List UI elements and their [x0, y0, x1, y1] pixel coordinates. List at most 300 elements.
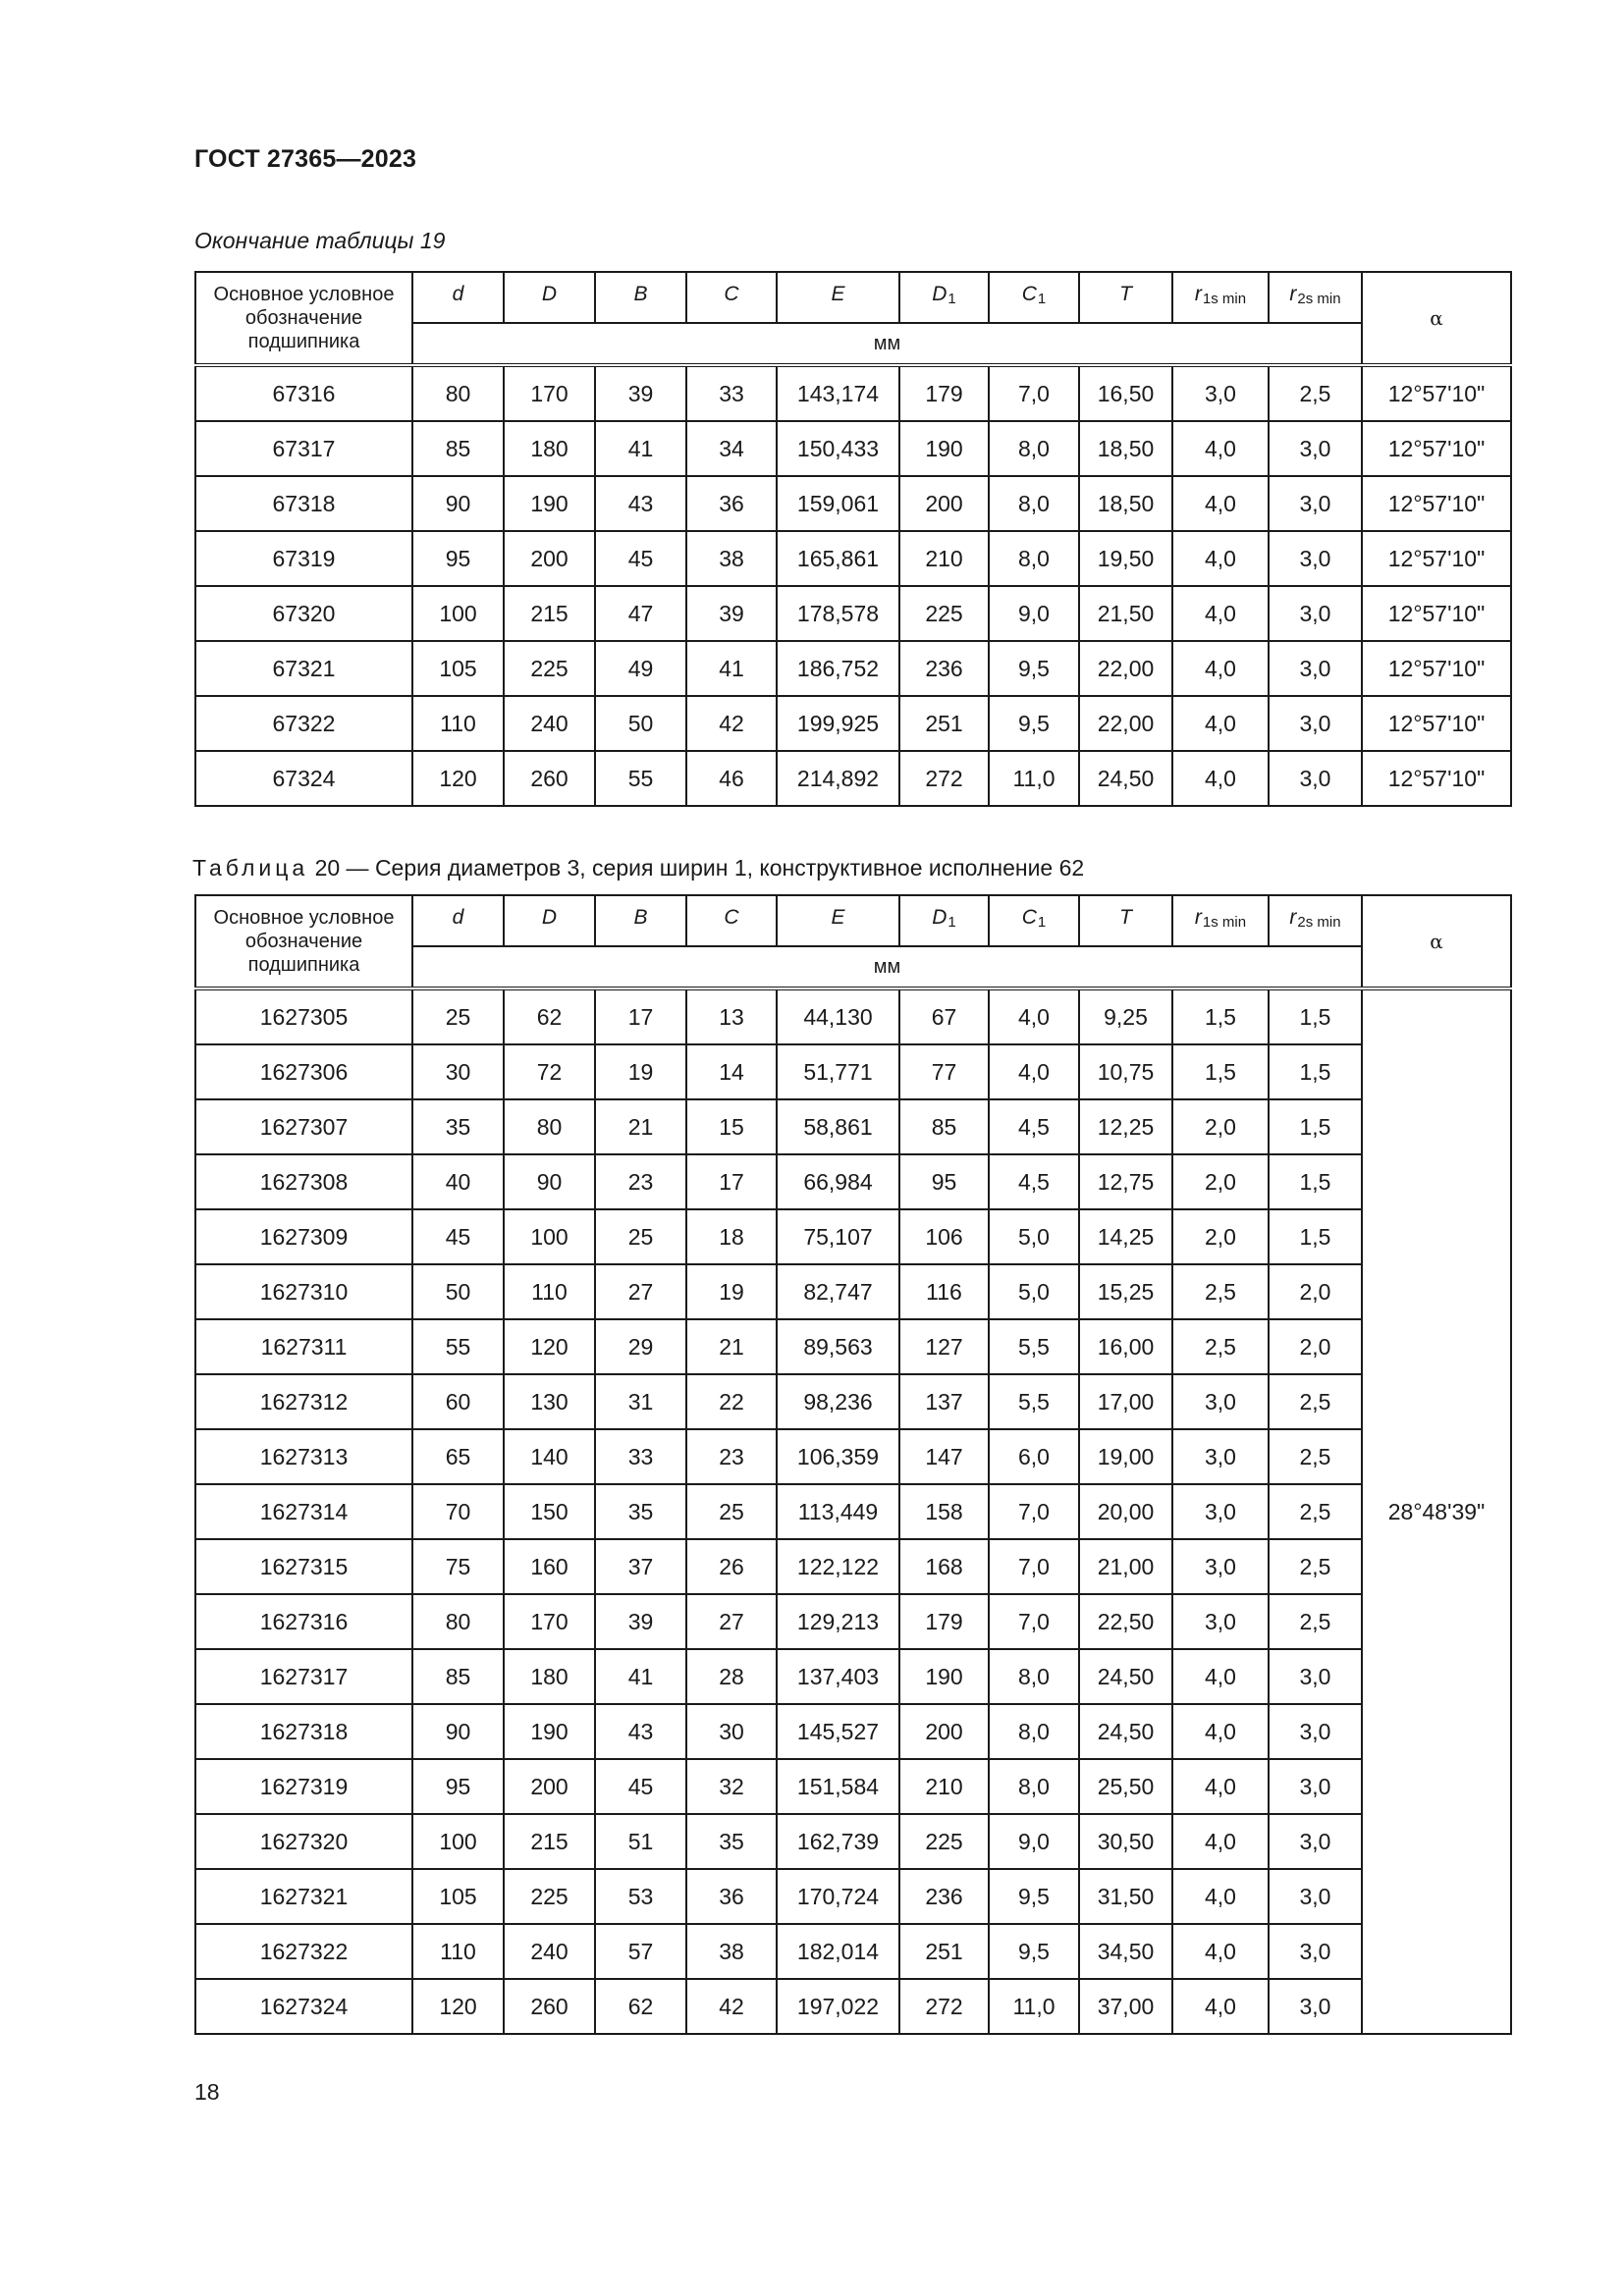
table-cell: 36	[686, 1869, 777, 1924]
table-cell: 12°57'10"	[1362, 531, 1511, 586]
table-cell: 2,0	[1172, 1099, 1269, 1154]
table-cell: 43	[595, 476, 686, 531]
table-cell: 24,50	[1079, 1649, 1172, 1704]
table-cell: 66,984	[777, 1154, 899, 1209]
table-cell: 23	[595, 1154, 686, 1209]
table-cell: 80	[504, 1099, 595, 1154]
table-cell: 1,5	[1269, 1099, 1362, 1154]
table-cell: 129,213	[777, 1594, 899, 1649]
table-cell: 3,0	[1269, 641, 1362, 696]
table-cell: 21	[595, 1099, 686, 1154]
bearing-designation: 1627324	[195, 1979, 412, 2034]
table-cell: 4,0	[1172, 586, 1269, 641]
column-symbol: B	[633, 283, 648, 305]
table-row	[195, 1759, 1511, 1814]
table-cell: 55	[412, 1319, 504, 1374]
table-cell: 22,00	[1079, 696, 1172, 751]
table-cell: 30,50	[1079, 1814, 1172, 1869]
table-cell: 190	[899, 421, 989, 476]
table-cell: 158	[899, 1484, 989, 1539]
column-header	[989, 272, 1079, 323]
table-cell: 21,50	[1079, 586, 1172, 641]
table-cell: 4,0	[1172, 1814, 1269, 1869]
table-cell: 3,0	[1269, 1704, 1362, 1759]
table-cell: 12,25	[1079, 1099, 1172, 1154]
table-cell: 4,0	[1172, 1759, 1269, 1814]
table-cell: 12°57'10"	[1362, 641, 1511, 696]
table-row	[195, 1814, 1511, 1869]
table-cell: 1,5	[1269, 1044, 1362, 1099]
column-subscript: 1	[1037, 914, 1047, 931]
column-symbol: E	[831, 283, 845, 305]
table-cell: 8,0	[989, 1704, 1079, 1759]
table-cell: 19,50	[1079, 531, 1172, 586]
table-cell: 45	[595, 531, 686, 586]
bearing-designation: 1627311	[195, 1319, 412, 1374]
column-symbol: D	[932, 283, 947, 305]
table-cell: 9,0	[989, 586, 1079, 641]
table-row	[195, 1979, 1511, 2034]
column-header	[777, 272, 899, 323]
table-row	[195, 1869, 1511, 1924]
table-cell: 7,0	[989, 1539, 1079, 1594]
table-cell: 19	[595, 1044, 686, 1099]
table-cell: 10,75	[1079, 1044, 1172, 1099]
bearing-designation: 1627315	[195, 1539, 412, 1594]
table-cell: 62	[504, 988, 595, 1044]
table-cell: 215	[504, 1814, 595, 1869]
bearing-designation: 1627318	[195, 1704, 412, 1759]
table-cell: 106,359	[777, 1429, 899, 1484]
table-cell: 51,771	[777, 1044, 899, 1099]
table-cell: 1,5	[1269, 1209, 1362, 1264]
column-symbol: r	[1289, 906, 1297, 929]
table-row	[195, 1704, 1511, 1759]
column-header	[1079, 895, 1172, 946]
bearing-designation: 67322	[195, 696, 412, 751]
column-header	[504, 895, 595, 946]
table-cell: 8,0	[989, 1759, 1079, 1814]
table-cell: 113,449	[777, 1484, 899, 1539]
table-cell: 122,122	[777, 1539, 899, 1594]
table-row	[195, 696, 1511, 751]
bearing-designation: 1627312	[195, 1374, 412, 1429]
table-cell: 120	[504, 1319, 595, 1374]
table-row	[195, 1539, 1511, 1594]
table-cell: 19,00	[1079, 1429, 1172, 1484]
table-row	[195, 751, 1511, 806]
table-cell: 225	[504, 641, 595, 696]
table-row	[195, 1594, 1511, 1649]
table-cell: 44,130	[777, 988, 899, 1044]
table-cell: 80	[412, 365, 504, 421]
table-cell: 12°57'10"	[1362, 365, 1511, 421]
table-cell: 39	[595, 1594, 686, 1649]
table-cell: 42	[686, 1979, 777, 2034]
table-cell: 110	[504, 1264, 595, 1319]
bearing-designation: 1627317	[195, 1649, 412, 1704]
table-cell: 2,5	[1172, 1264, 1269, 1319]
table-cell: 37	[595, 1539, 686, 1594]
table-cell: 214,892	[777, 751, 899, 806]
table-cell: 38	[686, 1924, 777, 1979]
column-symbol: C	[1021, 283, 1037, 305]
table-cell: 14	[686, 1044, 777, 1099]
table-cell: 236	[899, 641, 989, 696]
column-subscript: 2s min	[1297, 914, 1341, 931]
table-cell: 37,00	[1079, 1979, 1172, 2034]
column-subscript: 1s min	[1202, 914, 1247, 931]
table-20-caption	[192, 855, 1084, 881]
column-symbol: D	[932, 906, 947, 929]
table-cell: 33	[595, 1429, 686, 1484]
unit-header: мм	[412, 946, 1362, 988]
column-subscript: 1s min	[1202, 291, 1247, 307]
table-cell: 200	[899, 1704, 989, 1759]
table-cell: 9,5	[989, 641, 1079, 696]
table-cell: 70	[412, 1484, 504, 1539]
table-cell: 110	[412, 696, 504, 751]
table-cell: 62	[595, 1979, 686, 2034]
column-header	[1172, 895, 1269, 946]
table-cell: 2,5	[1269, 1539, 1362, 1594]
column-header	[1269, 272, 1362, 323]
column-subscript: 1	[947, 914, 956, 931]
table-cell: 1,5	[1172, 1044, 1269, 1099]
table-cell: 3,0	[1269, 696, 1362, 751]
table-cell: 105	[412, 641, 504, 696]
table-cell: 3,0	[1172, 365, 1269, 421]
table-cell: 2,5	[1269, 365, 1362, 421]
table-cell: 2,5	[1269, 1594, 1362, 1649]
bearing-designation: 67320	[195, 586, 412, 641]
table-cell: 39	[686, 586, 777, 641]
column-subscript: 2s min	[1297, 291, 1341, 307]
table-cell: 190	[899, 1649, 989, 1704]
table-cell: 9,25	[1079, 988, 1172, 1044]
table-cell: 39	[595, 365, 686, 421]
table-cell: 35	[686, 1814, 777, 1869]
table-cell: 150	[504, 1484, 595, 1539]
table-row	[195, 1484, 1511, 1539]
table-cell: 3,0	[1269, 586, 1362, 641]
table-cell: 199,925	[777, 696, 899, 751]
table-cell: 178,578	[777, 586, 899, 641]
table-cell: 31,50	[1079, 1869, 1172, 1924]
table-cell: 42	[686, 696, 777, 751]
table-cell: 200	[504, 531, 595, 586]
table-cell: 12°57'10"	[1362, 696, 1511, 751]
column-symbol: r	[1194, 906, 1202, 929]
table-cell: 85	[412, 421, 504, 476]
table-cell: 80	[412, 1594, 504, 1649]
table-row	[195, 476, 1511, 531]
table-cell: 1,5	[1269, 1154, 1362, 1209]
table-cell: 170	[504, 365, 595, 421]
table-cell: 137,403	[777, 1649, 899, 1704]
table-cell: 106	[899, 1209, 989, 1264]
table-cell: 130	[504, 1374, 595, 1429]
table-cell: 18	[686, 1209, 777, 1264]
table-cell: 197,022	[777, 1979, 899, 2034]
table-cell: 58,861	[777, 1099, 899, 1154]
table-cell: 100	[412, 586, 504, 641]
table-cell: 9,0	[989, 1814, 1079, 1869]
column-symbol: T	[1119, 283, 1132, 305]
table-cell: 225	[504, 1869, 595, 1924]
table-cell: 4,0	[1172, 1869, 1269, 1924]
column-header	[412, 895, 504, 946]
column-symbol: d	[452, 906, 464, 929]
table-cell: 85	[899, 1099, 989, 1154]
column-header	[1079, 272, 1172, 323]
table-cell: 3,0	[1269, 1649, 1362, 1704]
table-cell: 7,0	[989, 1594, 1079, 1649]
table-cell: 25	[686, 1484, 777, 1539]
table-row	[195, 421, 1511, 476]
table-cell: 100	[504, 1209, 595, 1264]
table-cell: 179	[899, 1594, 989, 1649]
table-cell: 55	[595, 751, 686, 806]
table-cell: 23	[686, 1429, 777, 1484]
table-cell: 2,5	[1269, 1374, 1362, 1429]
table-cell: 6,0	[989, 1429, 1079, 1484]
table-cell: 17	[686, 1154, 777, 1209]
table-cell: 22,00	[1079, 641, 1172, 696]
bearing-designation: 1627320	[195, 1814, 412, 1869]
table-cell: 1,5	[1172, 988, 1269, 1044]
table-cell: 90	[412, 1704, 504, 1759]
page-number: 18	[194, 2079, 220, 2105]
column-symbol: C	[724, 906, 739, 929]
table-cell: 38	[686, 531, 777, 586]
table-cell: 127	[899, 1319, 989, 1374]
table-cell: 225	[899, 1814, 989, 1869]
table-cell: 186,752	[777, 641, 899, 696]
table-cell: 160	[504, 1539, 595, 1594]
table-cell: 12°57'10"	[1362, 476, 1511, 531]
table-row	[195, 1429, 1511, 1484]
bearing-designation: 1627307	[195, 1099, 412, 1154]
table-cell: 95	[412, 1759, 504, 1814]
table-row	[195, 1209, 1511, 1264]
table-cell: 2,5	[1269, 1484, 1362, 1539]
table-cell: 40	[412, 1154, 504, 1209]
table-cell: 4,0	[1172, 696, 1269, 751]
designation-header: Основное условное обозначение подшипника	[195, 272, 412, 365]
table-cell: 272	[899, 1979, 989, 2034]
table-cell: 98,236	[777, 1374, 899, 1429]
table-cell: 5,5	[989, 1319, 1079, 1374]
table-cell: 4,0	[1172, 1704, 1269, 1759]
table-cell: 65	[412, 1429, 504, 1484]
table-row	[195, 1374, 1511, 1429]
column-symbol: T	[1119, 906, 1132, 929]
table-20-caption-text: 20 — Серия диаметров 3, серия ширин 1, конструктивное исполнение 62	[314, 855, 1085, 881]
column-symbol: C	[724, 283, 739, 305]
column-header	[595, 895, 686, 946]
table-row	[195, 1264, 1511, 1319]
table-cell: 45	[412, 1209, 504, 1264]
bearing-designation: 1627319	[195, 1759, 412, 1814]
table-cell: 72	[504, 1044, 595, 1099]
table-cell: 110	[412, 1924, 504, 1979]
bearing-designation: 1627322	[195, 1924, 412, 1979]
column-subscript: 1	[947, 291, 956, 307]
column-header	[686, 895, 777, 946]
table-cell: 50	[595, 696, 686, 751]
table-cell: 25	[412, 988, 504, 1044]
column-header	[504, 272, 595, 323]
column-header	[1269, 895, 1362, 946]
table-cell: 77	[899, 1044, 989, 1099]
table-cell: 8,0	[989, 476, 1079, 531]
column-header	[777, 895, 899, 946]
table-cell: 32	[686, 1759, 777, 1814]
table-cell: 13	[686, 988, 777, 1044]
table-cell: 2,5	[1172, 1319, 1269, 1374]
table-cell: 210	[899, 531, 989, 586]
table-cell: 4,0	[1172, 476, 1269, 531]
table-cell: 9,5	[989, 1869, 1079, 1924]
table-cell: 5,0	[989, 1209, 1079, 1264]
table-cell: 2,0	[1172, 1154, 1269, 1209]
bearing-designation: 1627306	[195, 1044, 412, 1099]
table-cell: 89,563	[777, 1319, 899, 1374]
table-row	[195, 1924, 1511, 1979]
table-cell: 3,0	[1269, 1869, 1362, 1924]
column-symbol: D	[541, 906, 558, 929]
table-cell: 225	[899, 586, 989, 641]
table-cell: 7,0	[989, 365, 1079, 421]
table-cell: 21	[686, 1319, 777, 1374]
table-cell: 49	[595, 641, 686, 696]
table-cell: 200	[504, 1759, 595, 1814]
table-cell: 159,061	[777, 476, 899, 531]
table-cell: 2,0	[1269, 1319, 1362, 1374]
table-row	[195, 1099, 1511, 1154]
table-cell: 4,0	[1172, 751, 1269, 806]
table-20-caption-label: Таблица	[192, 855, 309, 881]
table-cell: 17,00	[1079, 1374, 1172, 1429]
column-symbol: D	[541, 283, 558, 305]
table-cell: 1,5	[1269, 988, 1362, 1044]
table-cell: 190	[504, 1704, 595, 1759]
bearing-designation: 1627310	[195, 1264, 412, 1319]
table-cell: 16,00	[1079, 1319, 1172, 1374]
table-20	[194, 894, 1512, 2035]
table-cell: 9,5	[989, 1924, 1079, 1979]
table-cell: 3,0	[1172, 1374, 1269, 1429]
table-row	[195, 1154, 1511, 1209]
table-cell: 8,0	[989, 421, 1079, 476]
table-cell: 18,50	[1079, 421, 1172, 476]
bearing-designation: 67317	[195, 421, 412, 476]
table-cell: 15,25	[1079, 1264, 1172, 1319]
table-cell: 4,0	[1172, 1979, 1269, 2034]
column-header	[1172, 272, 1269, 323]
alpha-header: α	[1362, 895, 1511, 988]
table-cell: 53	[595, 1869, 686, 1924]
table-row	[195, 531, 1511, 586]
table-cell: 21,00	[1079, 1539, 1172, 1594]
table-cell: 90	[504, 1154, 595, 1209]
table-cell: 95	[412, 531, 504, 586]
table-cell: 7,0	[989, 1484, 1079, 1539]
table-cell: 95	[899, 1154, 989, 1209]
column-symbol: E	[831, 906, 845, 929]
table-cell: 170,724	[777, 1869, 899, 1924]
bearing-designation: 1627308	[195, 1154, 412, 1209]
table-row	[195, 1319, 1511, 1374]
table-cell: 215	[504, 586, 595, 641]
table-cell: 3,0	[1172, 1429, 1269, 1484]
bearing-designation: 1627305	[195, 988, 412, 1044]
column-header	[899, 272, 989, 323]
table-cell: 46	[686, 751, 777, 806]
table-cell: 85	[412, 1649, 504, 1704]
table-cell: 4,0	[1172, 531, 1269, 586]
table-cell: 5,0	[989, 1264, 1079, 1319]
table-cell: 105	[412, 1869, 504, 1924]
table-cell: 41	[595, 1649, 686, 1704]
table-cell: 27	[595, 1264, 686, 1319]
table-cell: 5,5	[989, 1374, 1079, 1429]
table-cell: 4,0	[1172, 1924, 1269, 1979]
table-cell: 3,0	[1269, 531, 1362, 586]
table-cell: 2,0	[1269, 1264, 1362, 1319]
table-cell: 272	[899, 751, 989, 806]
column-header	[989, 895, 1079, 946]
bearing-designation: 1627316	[195, 1594, 412, 1649]
table-cell: 140	[504, 1429, 595, 1484]
table-cell: 19	[686, 1264, 777, 1319]
table-row	[195, 365, 1511, 421]
table-cell: 14,25	[1079, 1209, 1172, 1264]
table-cell: 35	[595, 1484, 686, 1539]
column-header	[899, 895, 989, 946]
table-cell: 35	[412, 1099, 504, 1154]
table-cell: 47	[595, 586, 686, 641]
table-cell: 24,50	[1079, 1704, 1172, 1759]
table-cell: 3,0	[1172, 1539, 1269, 1594]
column-symbol: C	[1021, 906, 1037, 929]
table-cell: 3,0	[1269, 751, 1362, 806]
table-cell: 3,0	[1172, 1484, 1269, 1539]
table-cell: 182,014	[777, 1924, 899, 1979]
table-cell: 25	[595, 1209, 686, 1264]
table-cell: 12,75	[1079, 1154, 1172, 1209]
bearing-designation: 1627309	[195, 1209, 412, 1264]
table-cell: 18,50	[1079, 476, 1172, 531]
table-cell: 57	[595, 1924, 686, 1979]
table-cell: 2,5	[1269, 1429, 1362, 1484]
table-cell: 12°57'10"	[1362, 751, 1511, 806]
table-cell: 100	[412, 1814, 504, 1869]
bearing-designation: 1627314	[195, 1484, 412, 1539]
table-cell: 190	[504, 476, 595, 531]
alpha-value-merged: 28°48'39"	[1362, 988, 1511, 2034]
table-19	[194, 271, 1512, 807]
table-cell: 43	[595, 1704, 686, 1759]
table-cell: 45	[595, 1759, 686, 1814]
table-cell: 4,5	[989, 1154, 1079, 1209]
bearing-designation: 1627321	[195, 1869, 412, 1924]
bearing-designation: 67316	[195, 365, 412, 421]
table-cell: 3,0	[1172, 1594, 1269, 1649]
table-cell: 67	[899, 988, 989, 1044]
table-cell: 3,0	[1269, 1924, 1362, 1979]
